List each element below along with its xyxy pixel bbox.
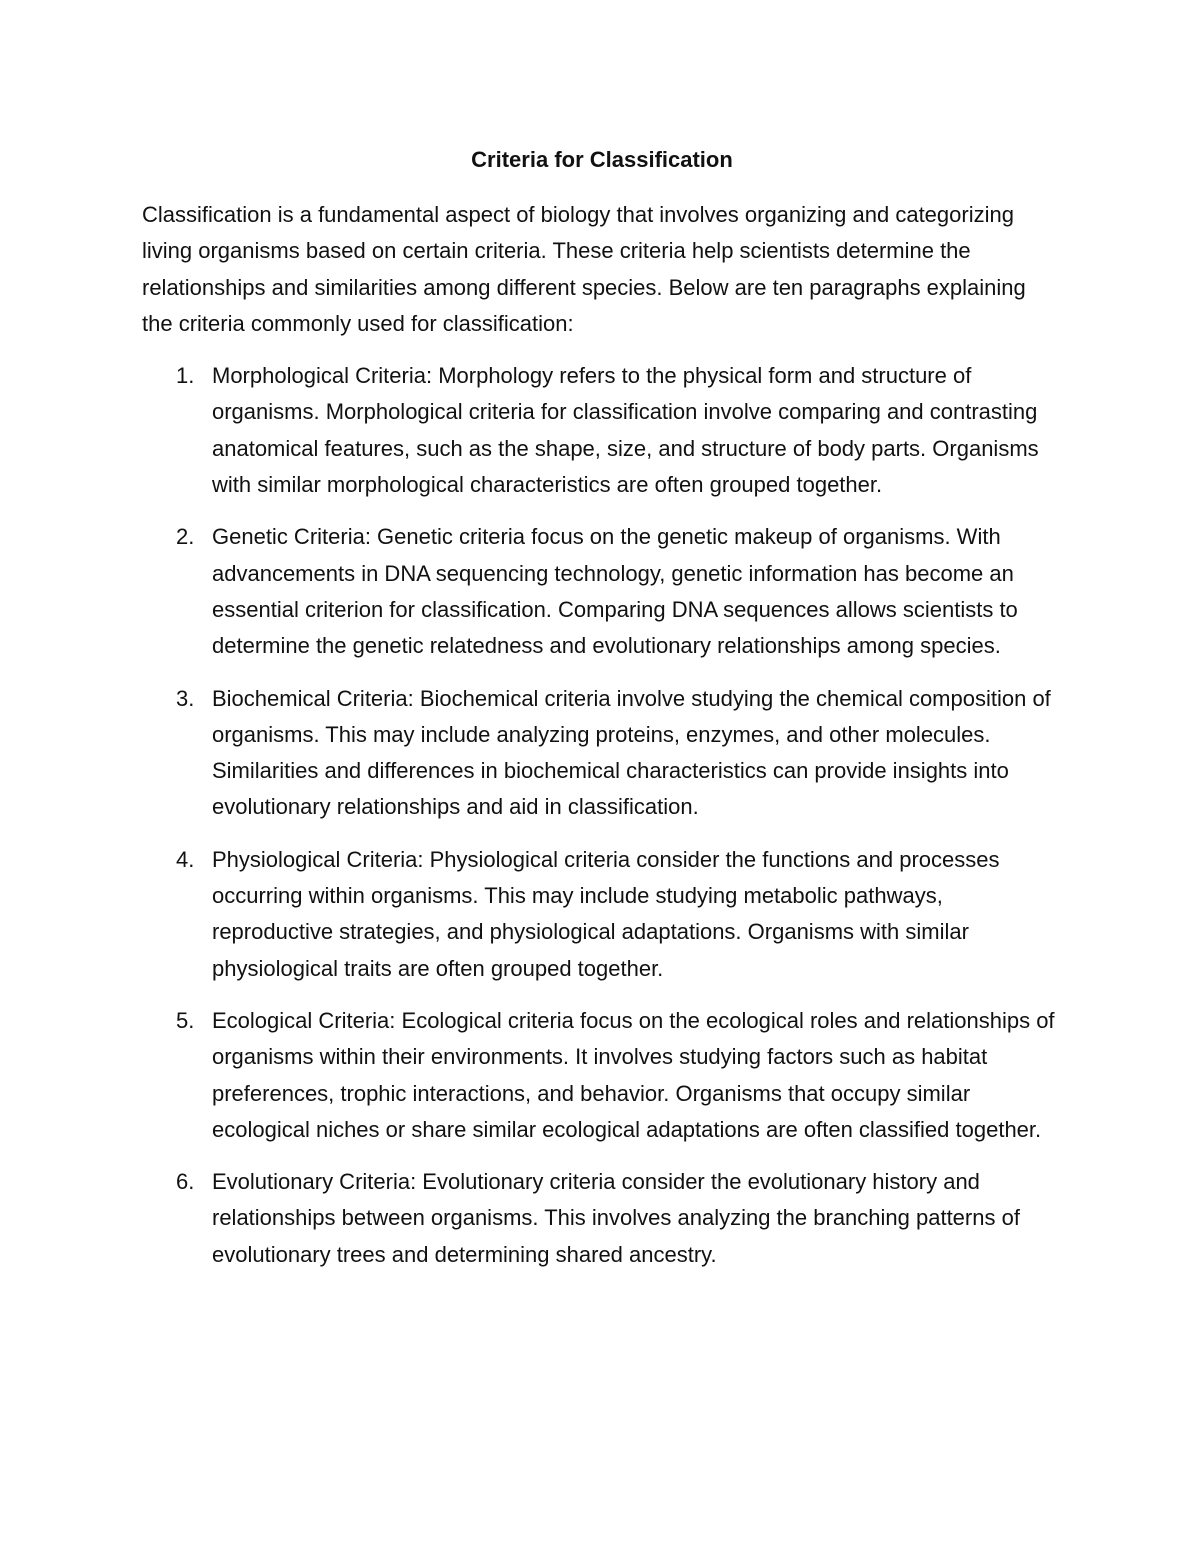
list-item-text: Evolutionary Criteria: Evolutionary criteria consider the evolutionary history and relationships between organisms. This involves analyzing the branching patterns of evolutionary trees and determining shared ancestry. [212, 1169, 1020, 1267]
list-item [142, 842, 1062, 987]
list-item-number: 2. [176, 524, 195, 550]
list-item-number: 4. [176, 846, 195, 872]
document-body [142, 142, 1062, 1289]
list-item-number: 6. [176, 1169, 195, 1195]
list-item [142, 1003, 1062, 1148]
document-title: Criteria for Classification [471, 147, 733, 172]
list-item-text: Ecological Criteria: Ecological criteria focus on the ecological roles and relationships of organisms within their environments. It involves studying factors such as habitat preferences, trophic interactions, and behavior. Organisms that occupy similar ecological niches or share similar ecological adaptations are often classified together. [212, 1007, 1055, 1142]
list-item [142, 358, 1062, 503]
list-item-text: Morphological Criteria: Morphology refers to the physical form and structure of organisms. Morphological criteria for classification involve comparing and contrasting anatomical features, such as the shape, size, and structure of body parts. Organisms with similar morphological characteristics are often grouped together. [212, 363, 1039, 498]
list-item-number: 5. [176, 1007, 195, 1033]
list-item-text: Genetic Criteria: Genetic criteria focus on the genetic makeup of organisms. With advancements in DNA sequencing technology, genetic information has become an essential criterion for classification. Comparing DNA sequences allows scientists to determine the genetic relatedness and evolutionary relationships among species. [212, 524, 1018, 659]
criteria-list [142, 358, 1062, 1273]
list-item [142, 681, 1062, 826]
list-item-number: 1. [176, 363, 195, 389]
list-item [142, 1164, 1062, 1273]
list-item-text: Physiological Criteria: Physiological criteria consider the functions and processes occurring within organisms. This may include studying metabolic pathways, reproductive strategies, and physiological adaptations. Organisms with similar physiological traits are often grouped together. [212, 846, 1000, 981]
list-item [142, 519, 1062, 664]
list-item-text: Biochemical Criteria: Biochemical criteria involve studying the chemical composition of organisms. This may include analyzing proteins, enzymes, and other molecules. Similarities and differences in biochemical characteristics can provide insights into evolutionary relationships and aid in classification. [212, 685, 1051, 820]
intro-paragraph: Classification is a fundamental aspect of biology that involves organizing and categorizing living organisms based on certain criteria. These criteria help scientists determine the relationships and similarities among different species. Below are ten paragraphs explaining the criteria commonly used for classification: [142, 202, 1026, 336]
list-item-number: 3. [176, 685, 195, 711]
